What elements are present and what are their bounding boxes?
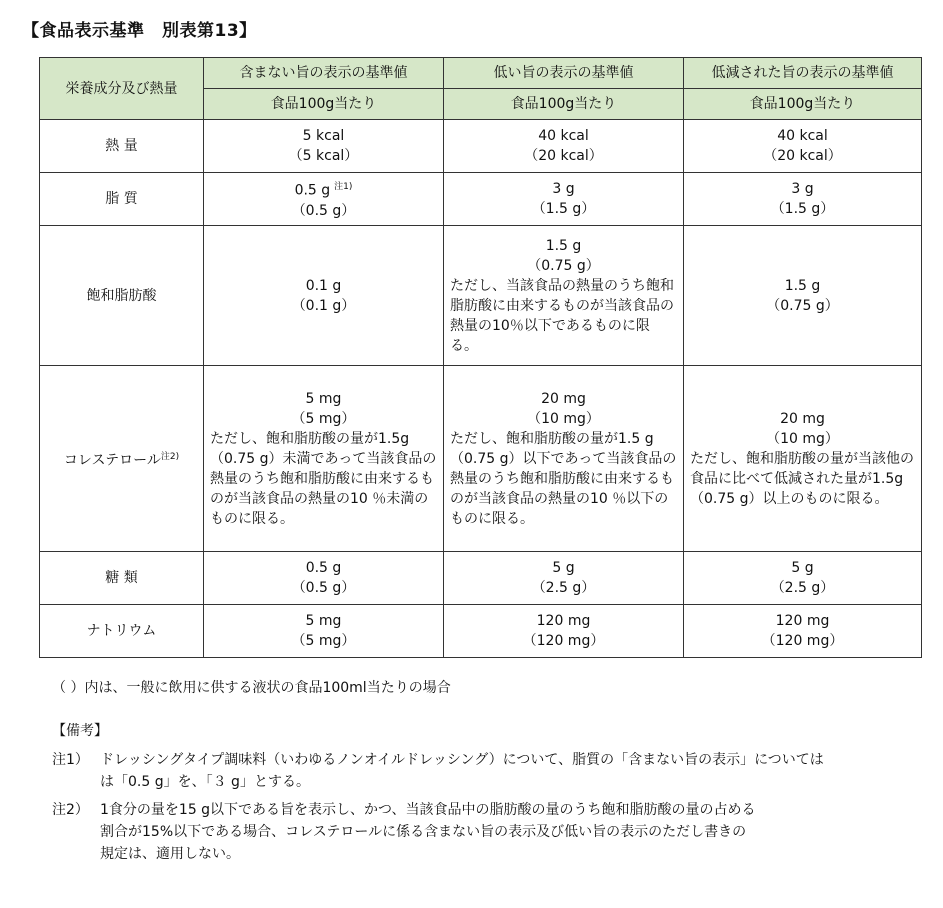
note-1: 注1） ドレッシングタイプ調味料（いわゆるノンオイルドレッシング）について、脂質の「含まない旨の表示」については は「0.5 g」を、「３ g」とする。 (52, 749, 824, 793)
row-label-sugars: 糖 類 (40, 552, 204, 605)
table-cell: 0.1 g （0.1 g） (204, 226, 444, 366)
note-marker: 注1) (334, 182, 353, 193)
subheader-reduced: 食品100g当たり (684, 89, 922, 120)
row-label-energy: 熱 量 (40, 120, 204, 173)
note-label: 注2） (52, 802, 89, 818)
table-cell: 40 kcal （20 kcal） (444, 120, 684, 173)
table-cell: 5 g （2.5 g） (444, 552, 684, 605)
page-title: 【食品表示基準 別表第13】 (22, 21, 257, 41)
header-none: 含まない旨の表示の基準値 (204, 58, 444, 89)
table-cell: 20 mg （10 mg） ただし、飽和脂肪酸の量が1.5 g（0.75 g）以下であって当該食品の熱量のうち飽和脂肪酸に由来するものが当該食品の熱量の10 ％以下のものに限る。 (444, 366, 684, 552)
table-cell: 5 mg （5 mg） (204, 605, 444, 658)
subheader-none: 食品100g当たり (204, 89, 444, 120)
table-cell: 0.5 g $^{注1)}$ （0.5 g） (204, 173, 444, 226)
row-label-saturated-fat: 飽和脂肪酸 (40, 226, 204, 366)
table-cell: 5 g （2.5 g） (684, 552, 922, 605)
table-row (40, 173, 922, 226)
table-cell: 5 mg （5 mg） ただし、飽和脂肪酸の量が1.5g（0.75 g）未満であって当該食品の熱量のうち飽和脂肪酸に由来するものが当該食品の熱量の10 ％未満のものに限る。 (204, 366, 444, 552)
subheader-low: 食品100g当たり (444, 89, 684, 120)
note-marker: 注2) (160, 451, 180, 462)
row-label-cholesterol: コレステロール$^{注2)}$ (40, 366, 204, 552)
table-cell: 120 mg （120 mg） (444, 605, 684, 658)
table-row (40, 226, 922, 366)
table-cell: 3 g （1.5 g） (444, 173, 684, 226)
corner-header: 栄養成分及び熱量 (40, 58, 204, 120)
table-row (40, 605, 922, 658)
table-row (40, 552, 922, 605)
table-cell: 0.5 g （0.5 g） (204, 552, 444, 605)
table-cell: 1.5 g （0.75 g） ただし、当該食品の熱量のうち飽和脂肪酸に由来するものが当該食品の熱量の10％以下であるものに限る。 (444, 226, 684, 366)
header-reduced: 低減された旨の表示の基準値 (684, 58, 922, 89)
table-cell: 3 g （1.5 g） (684, 173, 922, 226)
standards-table (39, 57, 922, 658)
table-cell: 5 kcal （5 kcal） (204, 120, 444, 173)
table-cell: 20 mg （10 mg） ただし、飽和脂肪酸の量が当該他の食品に比べて低減された量が1.5g（0.75 g）以上のものに限る。 (684, 366, 922, 552)
note-2: 注2） 1食分の量を15 g以下である旨を表示し、かつ、当該食品中の脂肪酸の量のうち飽和脂肪酸の量の占める 割合が15%以下である場合、コレステロールに係る含まない旨の表示及び低い旨の表示のただし書きの 規定は、適用しない。 (52, 799, 756, 865)
note-label: 注1） (52, 752, 89, 768)
table-cell: 120 mg （120 mg） (684, 605, 922, 658)
remarks-heading: 【備考】 (52, 723, 108, 739)
row-label-fat: 脂 質 (40, 173, 204, 226)
row-label-sodium: ナトリウム (40, 605, 204, 658)
table-cell: 40 kcal （20 kcal） (684, 120, 922, 173)
header-low: 低い旨の表示の基準値 (444, 58, 684, 89)
table-row (40, 120, 922, 173)
table-cell: 1.5 g （0.75 g） (684, 226, 922, 366)
footnote-per-100ml: （ ）内は、一般に飲用に供する液状の食品100ml当たりの場合 (52, 680, 451, 696)
table-row (40, 366, 922, 552)
